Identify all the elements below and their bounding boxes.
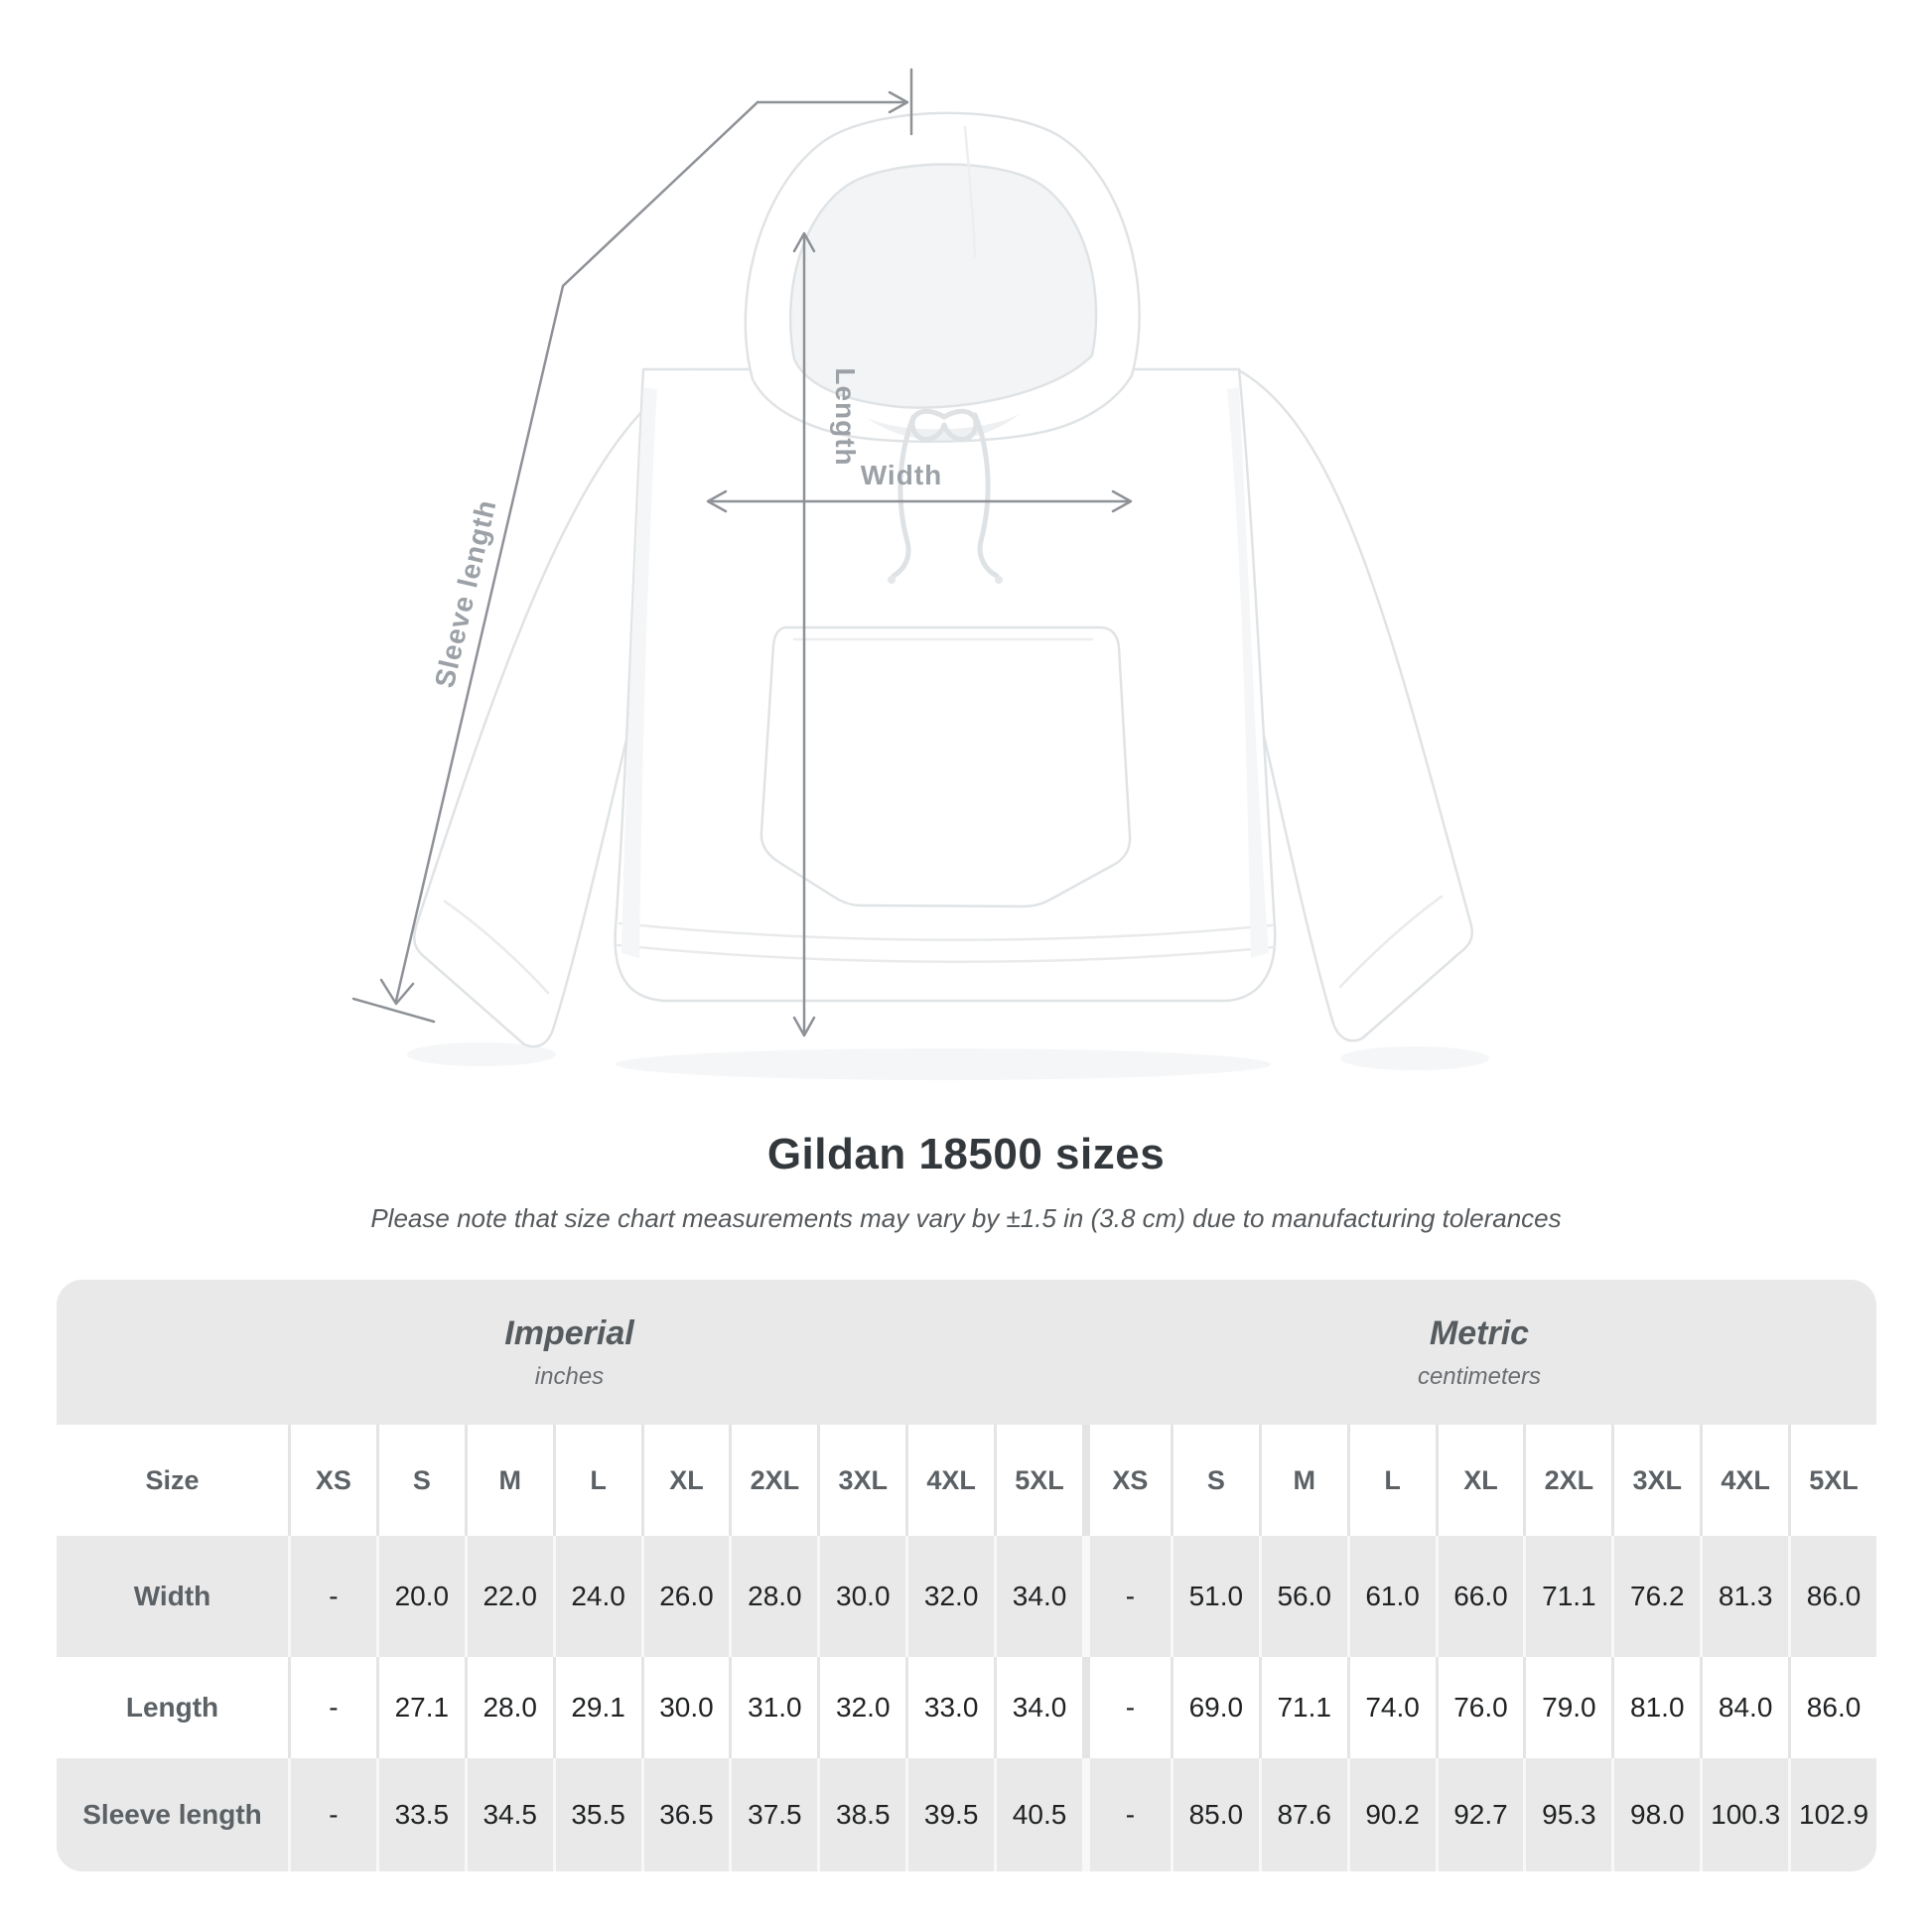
value-metric: 76.0 <box>1436 1657 1524 1758</box>
value-imperial: 36.5 <box>641 1758 730 1871</box>
value-imperial: - <box>288 1536 376 1657</box>
value-imperial: 20.0 <box>376 1536 465 1657</box>
imperial-group-name: Imperial <box>504 1313 634 1352</box>
value-metric: 81.3 <box>1700 1536 1788 1657</box>
value-metric: 100.3 <box>1700 1758 1788 1871</box>
value-imperial: 40.5 <box>994 1758 1082 1871</box>
imperial-group-header <box>57 1280 1082 1425</box>
size-header-imperial: S <box>376 1425 465 1536</box>
length-label: Length <box>830 367 861 467</box>
value-metric: 87.6 <box>1259 1758 1347 1871</box>
size-header-metric: 3XL <box>1611 1425 1700 1536</box>
metric-group-unit: centimeters <box>1417 1362 1541 1390</box>
width-label: Width <box>860 460 943 490</box>
value-metric: 95.3 <box>1523 1758 1611 1871</box>
value-metric: 86.0 <box>1788 1657 1876 1758</box>
measure-row-label: Sleeve length <box>57 1758 288 1871</box>
value-imperial: 33.0 <box>905 1657 994 1758</box>
value-imperial: 39.5 <box>905 1758 994 1871</box>
value-metric: 102.9 <box>1788 1758 1876 1871</box>
value-imperial: 32.0 <box>905 1536 994 1657</box>
metric-group-header <box>1082 1280 1876 1425</box>
value-metric: 56.0 <box>1259 1536 1347 1657</box>
size-header-metric: L <box>1347 1425 1436 1536</box>
size-header-imperial: M <box>465 1425 553 1536</box>
size-table <box>57 1280 1876 1871</box>
value-imperial: 24.0 <box>553 1536 641 1657</box>
value-metric: 79.0 <box>1523 1657 1611 1758</box>
value-imperial: 32.0 <box>817 1657 905 1758</box>
value-imperial: 30.0 <box>817 1536 905 1657</box>
size-header-imperial: XL <box>641 1425 730 1536</box>
value-metric: 74.0 <box>1347 1657 1436 1758</box>
hoodie-illustration <box>414 113 1472 1046</box>
size-header-metric: 5XL <box>1788 1425 1876 1536</box>
value-metric: - <box>1082 1657 1171 1758</box>
metric-group-name: Metric <box>1429 1313 1530 1352</box>
size-header-imperial: 5XL <box>994 1425 1082 1536</box>
value-metric: 86.0 <box>1788 1536 1876 1657</box>
value-imperial: 30.0 <box>641 1657 730 1758</box>
value-metric: 76.2 <box>1611 1536 1700 1657</box>
value-metric: 66.0 <box>1436 1536 1524 1657</box>
measure-row-label: Width <box>57 1536 288 1657</box>
value-imperial: - <box>288 1758 376 1871</box>
size-header-metric: XS <box>1082 1425 1171 1536</box>
value-imperial: - <box>288 1657 376 1758</box>
measure-row-label: Length <box>57 1657 288 1758</box>
value-imperial: 27.1 <box>376 1657 465 1758</box>
value-imperial: 33.5 <box>376 1758 465 1871</box>
hoodie-shadow <box>407 1042 1489 1080</box>
value-imperial: 26.0 <box>641 1536 730 1657</box>
value-metric: 98.0 <box>1611 1758 1700 1871</box>
size-col-header: Size <box>57 1425 288 1536</box>
page-title: Gildan 18500 sizes <box>766 1130 1166 1178</box>
imperial-group-unit: inches <box>534 1362 605 1390</box>
value-imperial: 38.5 <box>817 1758 905 1871</box>
value-imperial: 28.0 <box>465 1657 553 1758</box>
value-metric: - <box>1082 1758 1171 1871</box>
value-metric: 90.2 <box>1347 1758 1436 1871</box>
value-metric: 61.0 <box>1347 1536 1436 1657</box>
size-header-metric: 2XL <box>1523 1425 1611 1536</box>
value-metric: 69.0 <box>1171 1657 1259 1758</box>
size-header-imperial: XS <box>288 1425 376 1536</box>
value-imperial: 28.0 <box>729 1536 817 1657</box>
value-imperial: 35.5 <box>553 1758 641 1871</box>
value-imperial: 29.1 <box>553 1657 641 1758</box>
value-imperial: 22.0 <box>465 1536 553 1657</box>
value-imperial: 34.0 <box>994 1536 1082 1657</box>
value-metric: - <box>1082 1536 1171 1657</box>
value-metric: 81.0 <box>1611 1657 1700 1758</box>
size-header-imperial: 4XL <box>905 1425 994 1536</box>
size-header-metric: 4XL <box>1700 1425 1788 1536</box>
size-header-imperial: 2XL <box>729 1425 817 1536</box>
size-header-imperial: L <box>553 1425 641 1536</box>
size-header-imperial: 3XL <box>817 1425 905 1536</box>
value-metric: 84.0 <box>1700 1657 1788 1758</box>
value-metric: 85.0 <box>1171 1758 1259 1871</box>
hoodie-pocket <box>761 627 1130 906</box>
value-metric: 92.7 <box>1436 1758 1524 1871</box>
value-imperial: 34.0 <box>994 1657 1082 1758</box>
value-imperial: 31.0 <box>729 1657 817 1758</box>
sleeve-length-label: Sleeve length <box>428 496 502 691</box>
value-imperial: 37.5 <box>729 1758 817 1871</box>
size-header-metric: S <box>1171 1425 1259 1536</box>
size-header-metric: XL <box>1436 1425 1524 1536</box>
tolerance-note: Please note that size chart measurements may vary by ±1.5 in (3.8 cm) due to manufacturing tolerances <box>370 1203 1562 1233</box>
value-metric: 51.0 <box>1171 1536 1259 1657</box>
value-metric: 71.1 <box>1523 1536 1611 1657</box>
value-imperial: 34.5 <box>465 1758 553 1871</box>
size-header-metric: M <box>1259 1425 1347 1536</box>
value-metric: 71.1 <box>1259 1657 1347 1758</box>
